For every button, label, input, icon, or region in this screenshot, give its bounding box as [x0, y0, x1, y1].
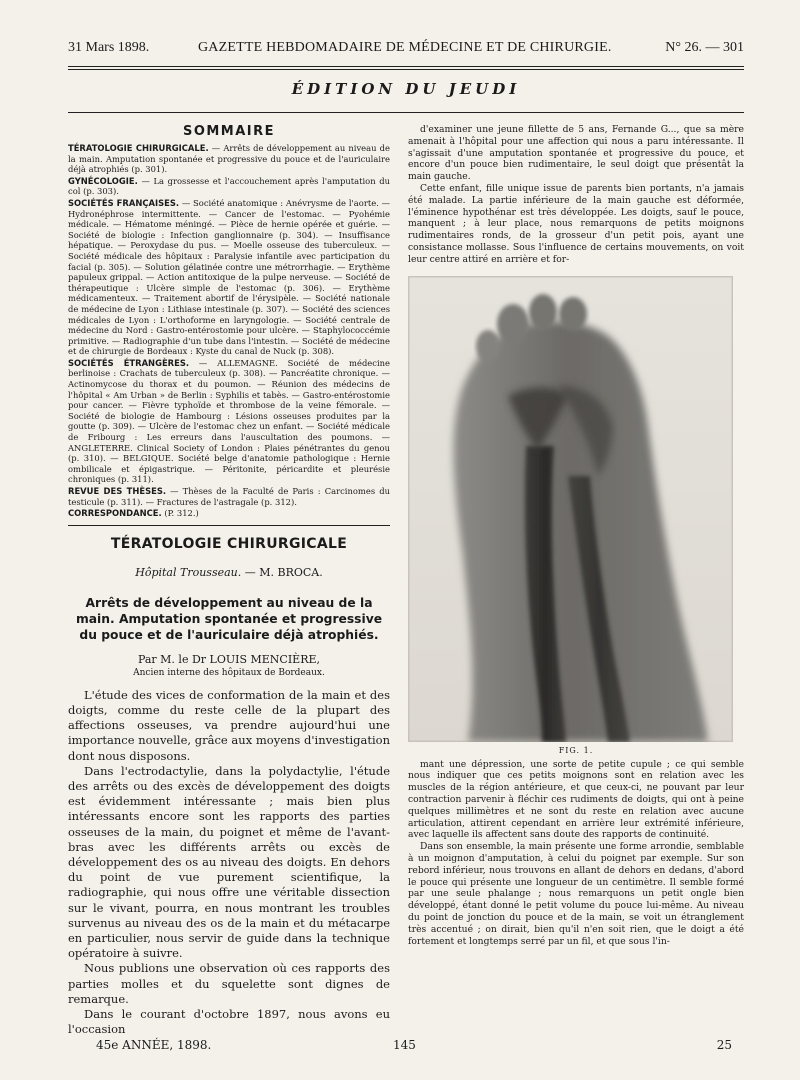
section-title: TÉRATOLOGIE CHIRURGICALE [110, 535, 348, 552]
radiograph-figure [408, 276, 733, 742]
toc-text: — Arrêts de développement au niveau de la main. Amputation spontanée et progressive du pouce et de l'auriculaire déjà atrophiés (p. 301). [68, 143, 390, 175]
toc-entry [68, 508, 390, 519]
article-body-right-top [408, 124, 744, 266]
table-of-contents [68, 143, 390, 519]
toc-entry [68, 358, 390, 485]
toc-entry [68, 143, 390, 175]
page-footer [68, 1038, 744, 1056]
toc-category: TÉRATOLOGIE CHIRURGICALE. [68, 143, 209, 153]
article-paragraph: Nous publions une observation où ces rapports des parties molles et du squelette sont dignes de remarque. [68, 961, 390, 1006]
article-paragraph: Dans le courant d'octobre 1897, nous avons eu l'occasion [68, 1007, 390, 1037]
article-paragraph: L'étude des vices de conformation de la main et des doigts, comme du reste celle de la plupart des affections osseuses, va prendre aujourd'hui une importance nouvelle, grâce aux moyens d'investigation dont nous disposons. [68, 687, 390, 763]
article-paragraph: mant une dépression, une sorte de petite cupule ; ce qui semble nous indiquer que ces petits moignons sont en relation avec les muscles de la région antérieure, et que ceux-ci, ne pouvant par leur contraction parvenir à fléchir ces rudiments de doigts, qui ont à peine quelques millimètres et ne sont du reste en relation avec aucune articulation, attirent cependant en arrière leur extrémité inférieure, avec laquelle ils affectent sans doute des rapports de continuité. [408, 758, 744, 841]
section-rule [68, 525, 390, 526]
author-affiliation: Ancien interne des hôpitaux de Bordeaux. [133, 667, 325, 678]
right-column [408, 124, 744, 947]
footer-page: 145 [393, 1038, 416, 1052]
toc-category: REVUE DES THÈSES. [68, 486, 167, 496]
article-paragraph: Dans son ensemble, la main présente une forme arrondie, semblable à un moignon d'amputation, à celui du poignet par exemple. Sur son rebord inférieur, nous trouvons en allant de dehors en dedans, d'abord le pouce qui présente une longueur de un centimètre. Il semble formé par une seule phalange ; nous remarquons un petit ongle bien développé, étant donné le petit volume du pouce lui-même. Au niveau du point de jonction du pouce et de la main, se voit un étranglement très accentué ; on dirait, bien qu'il n'en soit rien, que le doigt a été fortement et longtemps serré par un fil, et que sous l'in- [408, 841, 744, 947]
toc-text: — ALLEMAGNE. Société de médecine berlinoise : Crachats de tuberculeux (p. 308). — Pancréatite chronique. — Actinomycose du thorax et du poumon. — Réunion des médecins de l'hôpital « Am Urban » de Berlin : Syphilis et tabès. — Gastro-entérostomie pour cancer. — Fièvre typhoïde et thrombose de la veine fémorale. — Société de biologie de Hambourg : Lésions osseuses produites par la goutte (p. 309). — Ulcère de l'estomac chez un enfant. — Société médicale de Fribourg : Les erreurs dans l'auscultation des poumons. — ANGLETERRE. Clinical Society of London : Plaies pénétrantes du genou (p. 310). — BELGIQUE. Société belge d'anatomie pathologique : Hernie ombilicale et épigastrique. — Péritonite, péricardite et pleurésie chroniques (p. 311). [68, 357, 390, 485]
edition-rule [68, 112, 744, 113]
running-header [68, 38, 744, 60]
toc-text: (P. 312.) [161, 508, 199, 519]
footer-sheet: 25 [716, 1038, 732, 1052]
header-rule-top [68, 66, 744, 67]
hospital-name: Hôpital Trousseau. [135, 565, 242, 579]
toc-text: — Société anatomique : Anévrysme de l'aorte. — Hydronéphrose intermittente. — Cancer de l'estomac. — Pyohémie médicale. — Hématome méningé. — Pièce de hernie opérée et guérie. — Société de biologie : Infection ganglionnaire (p. 304). — Insuffisance hépatique. — Peroxydase du pus. — Moelle osseuse des tuberculeux. — Société médicale des hôpitaux : Paralysie infantile avec participation du facial (p. 305). — Solution gélatinée contre une métrorrhagie. — Erythème papuleux grippal. — Action antitoxique de la pulpe nerveuse. — Société de thérapeutique : Ulcère simple de l'estomac (p. 306). — Erythème médicamenteux. — Traitement abortif de l'érysipèle. — Société nationale de médecine de Lyon : Lithiase intestinale (p. 307). — Société des sciences médicales de Lyon : L'orthoforme en laryngologie. — Société centrale de médecine du Nord : Gastro-entérostomie pour ulcère. — Staphylococcémie primitive. — Radiographie d'un tube dans l'intestin. — Société de médecine et de chirurgie de Bordeaux : Kyste du canal de Nuck (p. 308). [68, 197, 391, 357]
article-paragraph: d'examiner une jeune fillette de 5 ans, Fernande G..., que sa mère amenait à l'hôpital pour une affection qui nous a paru intéressante. Il s'agissait d'une amputation spontanée et progressive du pouce, et encore d'un pouce bien rudimentaire, le seul doigt que présentât la main gauche. [408, 124, 744, 183]
hospital-chief: — M. BROCA. [241, 565, 323, 579]
left-column [68, 124, 390, 1037]
hospital-line [68, 566, 390, 579]
footer-year: 45e ANNÉE, 1898. [96, 1038, 212, 1052]
toc-category: CORRESPONDANCE. [68, 508, 162, 519]
article-paragraph: Dans l'ectrodactylie, dans la polydactylie, l'étude des arrêts ou des excès de développement des doigts est évidemment intéressante ; mais bien plus intéressants encore sont les rapports des parties osseuses de la main, du poignet et même de l'avant-bras avec les différents arrêts ou excès de développement des os au niveau des doigts. En dehors du point de vue purement scientifique, la radiographie, qui nous offre une véritable dissection sur le vivant, pourra, en nous montrant les troubles survenus au niveau des os de la main et du métacarpe en particulier, nous servir de guide dans la technique opératoire à suivre. [68, 763, 390, 961]
toc-entry [68, 198, 390, 357]
article-body-right-bottom [408, 759, 744, 948]
article-paragraph: Cette enfant, fille unique issue de parents bien portants, n'a jamais été malade. La partie inférieure de la main gauche est déformée, l'éminence hypothénar est très développée. Les doigts, sauf le pouce, manquent ; à leur place, nous remarquons de petits moignons rudimentaires ronds, de la grosseur d'un petit pois, ayant une consistance mollasse. Sous l'influence de certains mouvements, on voit leur centre attiré en arrière et for- [408, 182, 744, 265]
toc-entry [68, 486, 390, 507]
toc-category: SOCIÉTÉS FRANÇAISES. [68, 197, 180, 208]
journal-title: GAZETTE HEBDOMADAIRE DE MÉDECINE ET DE CHIRURGIE. [198, 40, 612, 55]
article-body-left [68, 688, 390, 1038]
radiograph-image [408, 276, 733, 742]
header-rule-bottom [68, 69, 744, 70]
toc-text: — Thèses de la Faculté de Paris : Carcinomes du testicule (p. 311). — Fractures de l'astragale (p. 312). [68, 486, 390, 507]
article-author: Par M. le Dr LOUIS MENCIÈRE, [137, 652, 321, 666]
toc-entry [68, 176, 390, 197]
toc-category: SOCIÉTÉS ÉTRANGÈRES. [68, 357, 190, 368]
toc-text: — La grossesse et l'accouchement après l'amputation du col (p. 303). [68, 175, 390, 197]
issue-date: 31 Mars 1898. [68, 40, 150, 55]
figure-caption: FIG. 1. [558, 745, 594, 755]
issue-number: N° 26. — 301 [665, 40, 744, 55]
toc-category: GYNÉCOLOGIE. [68, 175, 138, 186]
edition-banner: ÉDITION DU JEUDI [291, 80, 521, 98]
sommaire-title: SOMMAIRE [182, 124, 276, 139]
article-title: Arrêts de développement au niveau de la main. Amputation spontanée et progressive du pouce et de l'auriculaire déjà atrophiés. [75, 595, 383, 642]
